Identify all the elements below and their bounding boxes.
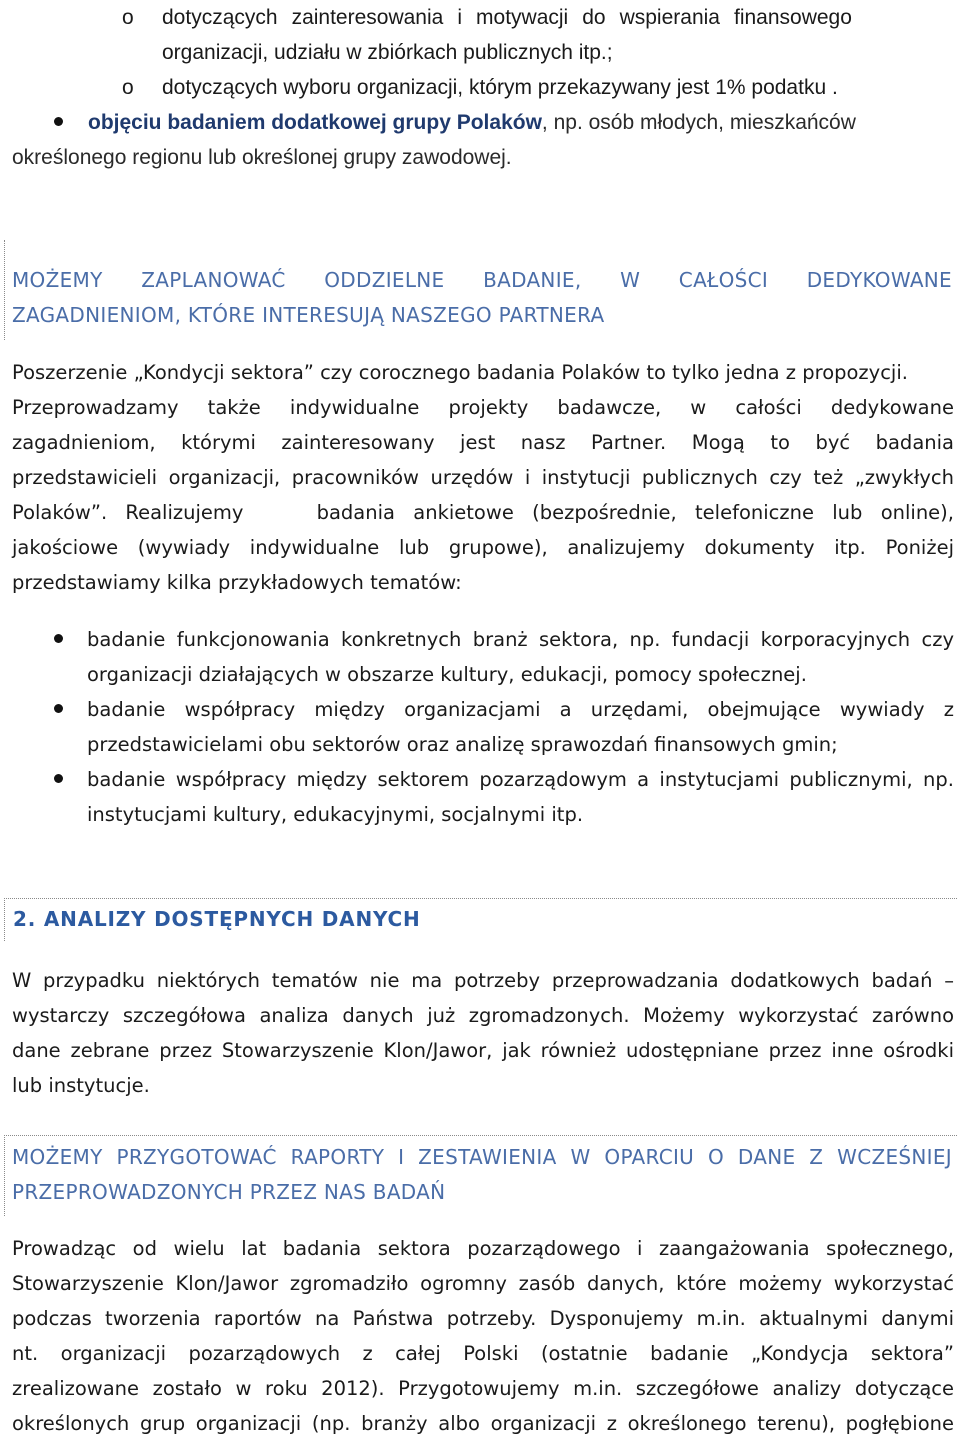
section-title: 2. ANALIZY DOSTĘPNYCH DANYCH — [13, 907, 421, 931]
bullet-icon — [54, 774, 63, 783]
sub-bullet-marker: o — [122, 6, 134, 29]
list-item: o dotyczących zainteresowania i motywacji do wspierania finansowego organizacji, udziału w zbiórkach publicznych itp.; — [0, 0, 864, 70]
top-list — [0, 0, 864, 175]
paragraph: Prowadząc od wielu lat badania sektora pozarządowego i zaangażowania społecznego, Stowarzyszenie Klon/Jawor zgromadziło ogromny zasób danych, które możemy wykorzystać podczas tworzenia raportów na Państwa potrzeby. Dysponujemy m.in. aktualnymi danymi nt. organizacji pozarządowych z całej Polski (ostatnie badanie „Kondycja sektora” zrealizowane zostało w roku 2012). Przygotowujemy m.in. szczegółowe analizy dotyczące określonych grup organizacji (np. branży albo organizacji z określonego terenu), pogłębione — [12, 1237, 954, 1435]
list-item: badanie funkcjonowania konkretnych branż sektora, np. fundacji korporacyjnych czy organizacji działających w obszarze kultury, edukacji, pomocy społecznej. — [0, 622, 954, 692]
list-item: badanie współpracy między sektorem pozarządowym a instytucjami publicznymi, np. instytucjami kultury, edukacyjnymi, socjalnymi itp. — [0, 762, 954, 832]
paragraph: W przypadku niektórych tematów nie ma potrzeby przeprowadzania dodatkowych badań – wystarczy szczegółowa analiza danych już zgromadzonych. Możemy wykorzystać zarówno dane zebrane przez Stowarzyszenie Klon/Jawor, jak również udostępniane przez inne ośrodki lub instytucje. — [12, 969, 954, 1097]
topic-list — [0, 622, 954, 832]
list-item: o dotyczących wyboru organizacji, którym przekazywany jest 1% podatku . — [0, 70, 864, 105]
section-heading: MOŻEMY PRZYGOTOWAĆ RAPORTY I ZESTAWIENIA W OPARCIU O DANE Z WCZEŚNIEJ PRZEPROWADZONYCH PRZEZ NAS BADAŃ — [12, 1145, 952, 1204]
list-item: objęciu badaniem dodatkowej grupy Polaków, np. osób młodych, mieszkańców określonego regionu lub określonej grupy zawodowej. — [12, 111, 856, 169]
section-heading: MOŻEMY ZAPLANOWAĆ ODDZIELNE BADANIE, W CAŁOŚCI DEDYKOWANE ZAGADNIENIOM, KTÓRE INTERESUJĄ NASZEGO PARTNERA — [12, 268, 952, 327]
bullet-icon — [54, 634, 63, 643]
emphasis-text: objęciu badaniem dodatkowej grupy Polaków — [88, 111, 542, 134]
list-item: badanie współpracy między organizacjami a urzędami, obejmujące wywiady z przedstawicielami obu sektorów oraz analizę sprawozdań finansowych gmin; — [0, 692, 954, 762]
bullet-icon — [54, 117, 63, 126]
section-title-box — [4, 898, 957, 941]
sub-bullet-marker: o — [122, 76, 134, 99]
paragraph: Poszerzenie „Kondycji sektora” czy corocznego badania Polaków to tylko jedna z propozycji. Przeprowadzamy także indywidualne projekty badawcze, w całości dedykowane zagadnieniom, którymi zainteresowany jest nasz Partner. Mogą to być badania przedstawicieli organizacji, pracowników urzędów i instytucji publicznych czy też „zwykłych Polaków”. Realizujemy badania ankietowe (bezpośrednie, telefoniczne lub online), jakościowe (wywiady indywidualne lub grupowe), analizujemy dokumenty itp. Poniżej przedstawiamy kilka przykładowych tematów: — [12, 361, 954, 594]
bullet-icon — [54, 704, 63, 713]
